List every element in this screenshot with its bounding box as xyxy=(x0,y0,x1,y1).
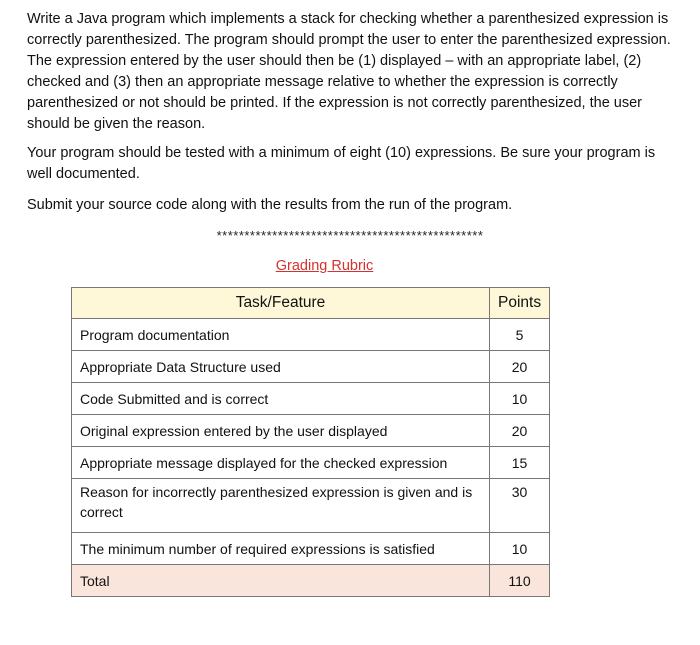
table-row xyxy=(72,383,550,415)
table-row xyxy=(72,479,550,533)
total-points-cell: 110 xyxy=(490,565,550,597)
points-cell: 10 xyxy=(490,383,550,415)
points-cell: 10 xyxy=(490,533,550,565)
grading-rubric-table xyxy=(71,287,550,597)
task-cell: Original expression entered by the user displayed xyxy=(72,415,490,447)
submission-paragraph: Submit your source code along with the results from the run of the program. xyxy=(27,197,513,213)
task-cell: Appropriate Data Structure used xyxy=(72,351,490,383)
points-cell: 30 xyxy=(490,479,550,533)
table-row xyxy=(72,319,550,351)
table-row xyxy=(72,351,550,383)
table-row xyxy=(72,447,550,479)
total-label-cell: Total xyxy=(72,565,490,597)
task-cell: Code Submitted and is correct xyxy=(72,383,490,415)
table-row xyxy=(72,533,550,565)
points-cell: 5 xyxy=(490,319,550,351)
table-row xyxy=(72,415,550,447)
task-cell: The minimum number of required expressions is satisfied xyxy=(72,533,490,565)
task-cell: Reason for incorrectly parenthesized expression is given and is correct xyxy=(72,479,490,533)
points-cell: 15 xyxy=(490,447,550,479)
separator-line: ************************************************ xyxy=(216,228,484,243)
task-cell: Appropriate message displayed for the checked expression xyxy=(72,447,490,479)
points-cell: 20 xyxy=(490,351,550,383)
total-row xyxy=(72,565,550,597)
rubric-title: Grading Rubric xyxy=(275,258,374,274)
points-cell: 20 xyxy=(490,415,550,447)
instructions-paragraph: Write a Java program which implements a stack for checking whether a parenthesized expression is correctly parenthesized. The program should prompt the user to enter the parenthesized expression. The expression entered by the user should then be (1) displayed – with an appropriate label, (2) checked and (3) then an appropriate message relative to whether the expression is correctly parenthesized or not should be printed. If the expression is not correctly parenthesized, the user should be given the reason. xyxy=(27,11,671,132)
table-header-row xyxy=(72,288,550,319)
testing-paragraph: Your program should be tested with a minimum of eight (10) expressions. Be sure your program is well documented. xyxy=(27,145,656,182)
task-column-header: Task/Feature xyxy=(72,288,490,319)
points-column-header: Points xyxy=(490,288,550,319)
task-cell: Program documentation xyxy=(72,319,490,351)
